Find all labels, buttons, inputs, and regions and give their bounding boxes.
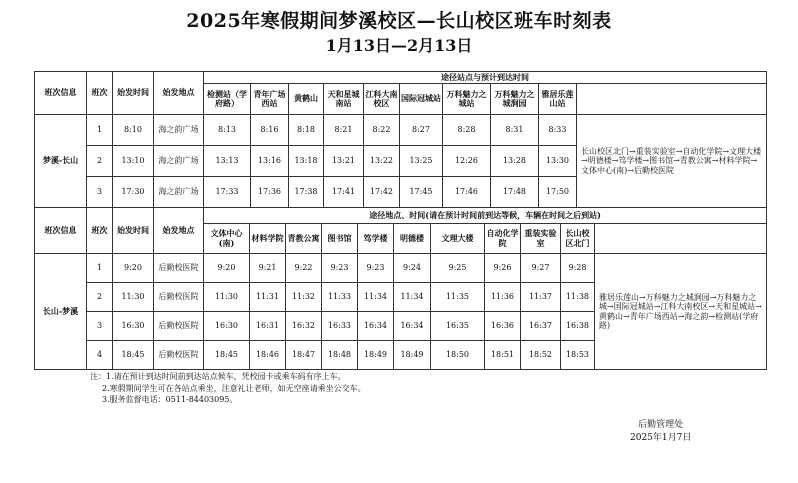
group-label: 长山-梦溪 bbox=[35, 254, 87, 370]
cell-time: 13:30 bbox=[539, 146, 577, 177]
cell-dep-place: 海之韵广场 bbox=[154, 146, 204, 177]
cell-time: 17:36 bbox=[251, 177, 289, 208]
group-label: 梦溪-长山 bbox=[35, 115, 87, 208]
cell-time: 11:38 bbox=[561, 283, 595, 312]
header-no: 班次 bbox=[87, 72, 113, 115]
cell-time: 8:22 bbox=[364, 115, 400, 146]
cell-time: 8:21 bbox=[324, 115, 364, 146]
header-dep-time: 始发时间 bbox=[113, 208, 154, 254]
cell-time: 16:30 bbox=[204, 312, 250, 341]
cell-time: 9:22 bbox=[286, 254, 322, 283]
cell-time: 16:36 bbox=[485, 312, 521, 341]
station-header: 天和星城南站 bbox=[324, 84, 364, 115]
station-header: 明德楼 bbox=[394, 224, 431, 254]
cell-time: 12:26 bbox=[443, 146, 491, 177]
station-header: 自动化学院 bbox=[485, 224, 521, 254]
station-header: 雅居乐莲山站 bbox=[539, 84, 577, 115]
station-header: 国际冠城站 bbox=[400, 84, 443, 115]
cell-time: 16:32 bbox=[286, 312, 322, 341]
cell-no: 4 bbox=[87, 341, 113, 370]
header-group: 班次信息 bbox=[35, 72, 87, 115]
cell-dep-time: 9:20 bbox=[113, 254, 154, 283]
note-line: 注：1.请在预计到达时间前到达站点候车，凭校园卡或乘车码有序上车。 bbox=[90, 372, 346, 381]
cell-time: 9:28 bbox=[561, 254, 595, 283]
cell-time: 17:45 bbox=[400, 177, 443, 208]
cell-time: 13:16 bbox=[251, 146, 289, 177]
issue-date: 2025年1月7日 bbox=[630, 433, 692, 443]
cell-no: 1 bbox=[87, 115, 113, 146]
cell-dep-time: 16:30 bbox=[113, 312, 154, 341]
cell-time: 11:36 bbox=[485, 283, 521, 312]
cell-time: 11:30 bbox=[204, 283, 250, 312]
cell-time: 11:32 bbox=[286, 283, 322, 312]
header-no: 班次 bbox=[87, 208, 113, 254]
cell-dep-place: 后勤校医院 bbox=[154, 254, 204, 283]
cell-time: 17:41 bbox=[324, 177, 364, 208]
cell-time: 17:48 bbox=[491, 177, 539, 208]
cell-dep-time: 18:45 bbox=[113, 341, 154, 370]
cell-time: 18:49 bbox=[358, 341, 394, 370]
header-stations: 途径站点与预计到达时间 bbox=[204, 72, 767, 84]
cell-time: 13:25 bbox=[400, 146, 443, 177]
route-description: 雅居乐莲山→万科魅力之城涧园→万科魅力之城→国际冠城站→江科大南校区→天和星城站→黄鹤山→青年广场西站→海之韵→检测站(学府路) bbox=[595, 254, 767, 370]
cell-time: 9:21 bbox=[250, 254, 286, 283]
station-header: 重装实验室 bbox=[521, 224, 561, 254]
cell-time: 16:35 bbox=[431, 312, 485, 341]
notes bbox=[90, 371, 366, 406]
cell-time: 16:34 bbox=[358, 312, 394, 341]
cell-time: 13:13 bbox=[204, 146, 251, 177]
cell-no: 2 bbox=[87, 146, 113, 177]
cell-time: 8:16 bbox=[251, 115, 289, 146]
cell-time: 18:49 bbox=[394, 341, 431, 370]
cell-no: 2 bbox=[87, 283, 113, 312]
cell-time: 13:21 bbox=[324, 146, 364, 177]
cell-time: 16:33 bbox=[322, 312, 358, 341]
cell-time: 16:34 bbox=[394, 312, 431, 341]
cell-time: 17:33 bbox=[204, 177, 251, 208]
station-header: 万科魅力之城涧园 bbox=[491, 84, 539, 115]
cell-dep-place: 海之韵广场 bbox=[154, 177, 204, 208]
issuer: 后勤管理处 bbox=[638, 420, 684, 430]
cell-time: 8:31 bbox=[491, 115, 539, 146]
note-line: 3.服务监督电话：0511-84403095。 bbox=[102, 395, 238, 404]
cell-time: 9:24 bbox=[394, 254, 431, 283]
station-header: 万科魅力之城站 bbox=[443, 84, 491, 115]
station-header: 笃学楼 bbox=[358, 224, 394, 254]
schedule-table-mengxi-changshan bbox=[34, 71, 767, 208]
cell-time: 17:38 bbox=[289, 177, 324, 208]
cell-time: 18:46 bbox=[250, 341, 286, 370]
cell-dep-time: 13:10 bbox=[113, 146, 154, 177]
cell-time: 16:31 bbox=[250, 312, 286, 341]
footer bbox=[630, 419, 691, 445]
table-row bbox=[35, 254, 767, 283]
table-row bbox=[35, 115, 767, 146]
station-header: 黄鹤山 bbox=[289, 84, 324, 115]
cell-time: 11:31 bbox=[250, 283, 286, 312]
cell-time: 11:34 bbox=[358, 283, 394, 312]
cell-no: 1 bbox=[87, 254, 113, 283]
header-dep-time: 始发时间 bbox=[113, 72, 154, 115]
cell-time: 18:53 bbox=[561, 341, 595, 370]
cell-dep-time: 11:30 bbox=[113, 283, 154, 312]
cell-time: 18:52 bbox=[521, 341, 561, 370]
date-range-subtitle: 1月13日—2月13日 bbox=[325, 36, 473, 55]
schedule-table-changshan-mengxi bbox=[34, 207, 767, 370]
cell-time: 17:50 bbox=[539, 177, 577, 208]
cell-time: 8:13 bbox=[204, 115, 251, 146]
cell-time: 11:33 bbox=[322, 283, 358, 312]
page-title: 2025年寒假期间梦溪校区—长山校区班车时刻表 bbox=[186, 10, 612, 32]
cell-time: 16:38 bbox=[561, 312, 595, 341]
station-header: 长山校区北门 bbox=[561, 224, 595, 254]
cell-no: 3 bbox=[87, 312, 113, 341]
cell-dep-place: 海之韵广场 bbox=[154, 115, 204, 146]
cell-time: 8:33 bbox=[539, 115, 577, 146]
cell-time: 18:48 bbox=[322, 341, 358, 370]
header-dep-place: 始发地点 bbox=[154, 72, 204, 115]
header-stations: 途径地点、时间(请在预计时间前到达等候，车辆在时间之后到站) bbox=[204, 208, 767, 224]
station-header: 图书馆 bbox=[322, 224, 358, 254]
station-header: 材料学院 bbox=[250, 224, 286, 254]
cell-time: 17:46 bbox=[443, 177, 491, 208]
cell-time: 8:27 bbox=[400, 115, 443, 146]
cell-dep-time: 17:30 bbox=[113, 177, 154, 208]
cell-time: 18:51 bbox=[485, 341, 521, 370]
station-header: 青教公寓 bbox=[286, 224, 322, 254]
cell-time: 11:37 bbox=[521, 283, 561, 312]
cell-dep-place: 后勤校医院 bbox=[154, 341, 204, 370]
route-description: 长山校区北门→重装实验室→自动化学院→文理大楼→明德楼→笃学楼→图书馆→青教公寓→材料学院→文体中心(南)→后勤校医院 bbox=[577, 115, 767, 208]
route-header-empty bbox=[595, 224, 767, 254]
cell-no: 3 bbox=[87, 177, 113, 208]
station-header: 文理大楼 bbox=[431, 224, 485, 254]
cell-time: 9:20 bbox=[204, 254, 250, 283]
cell-time: 9:26 bbox=[485, 254, 521, 283]
header-dep-place: 始发地点 bbox=[154, 208, 204, 254]
station-header: 文体中心(南) bbox=[204, 224, 250, 254]
cell-time: 9:25 bbox=[431, 254, 485, 283]
station-header: 青年广场西站 bbox=[251, 84, 289, 115]
cell-time: 13:18 bbox=[289, 146, 324, 177]
cell-dep-place: 后勤校医院 bbox=[154, 312, 204, 341]
cell-time: 9:23 bbox=[358, 254, 394, 283]
cell-time: 18:45 bbox=[204, 341, 250, 370]
cell-time: 18:50 bbox=[431, 341, 485, 370]
cell-time: 11:35 bbox=[431, 283, 485, 312]
cell-time: 8:28 bbox=[443, 115, 491, 146]
cell-time: 8:18 bbox=[289, 115, 324, 146]
cell-time: 17:42 bbox=[364, 177, 400, 208]
cell-time: 11:34 bbox=[394, 283, 431, 312]
note-line: 2.寒假期间学生可在各站点乘坐，注意礼让老师，如无空座请乘坐公交车。 bbox=[102, 383, 366, 393]
cell-time: 13:22 bbox=[364, 146, 400, 177]
station-header: 江科大南校区 bbox=[364, 84, 400, 115]
cell-time: 16:37 bbox=[521, 312, 561, 341]
cell-time: 13:28 bbox=[491, 146, 539, 177]
route-header-empty bbox=[577, 84, 767, 115]
cell-time: 9:27 bbox=[521, 254, 561, 283]
cell-dep-place: 后勤校医院 bbox=[154, 283, 204, 312]
cell-time: 9:23 bbox=[322, 254, 358, 283]
cell-dep-time: 8:10 bbox=[113, 115, 154, 146]
cell-time: 18:47 bbox=[286, 341, 322, 370]
station-header: 检测站（学府路） bbox=[204, 84, 251, 115]
header-group: 班次信息 bbox=[35, 208, 87, 254]
